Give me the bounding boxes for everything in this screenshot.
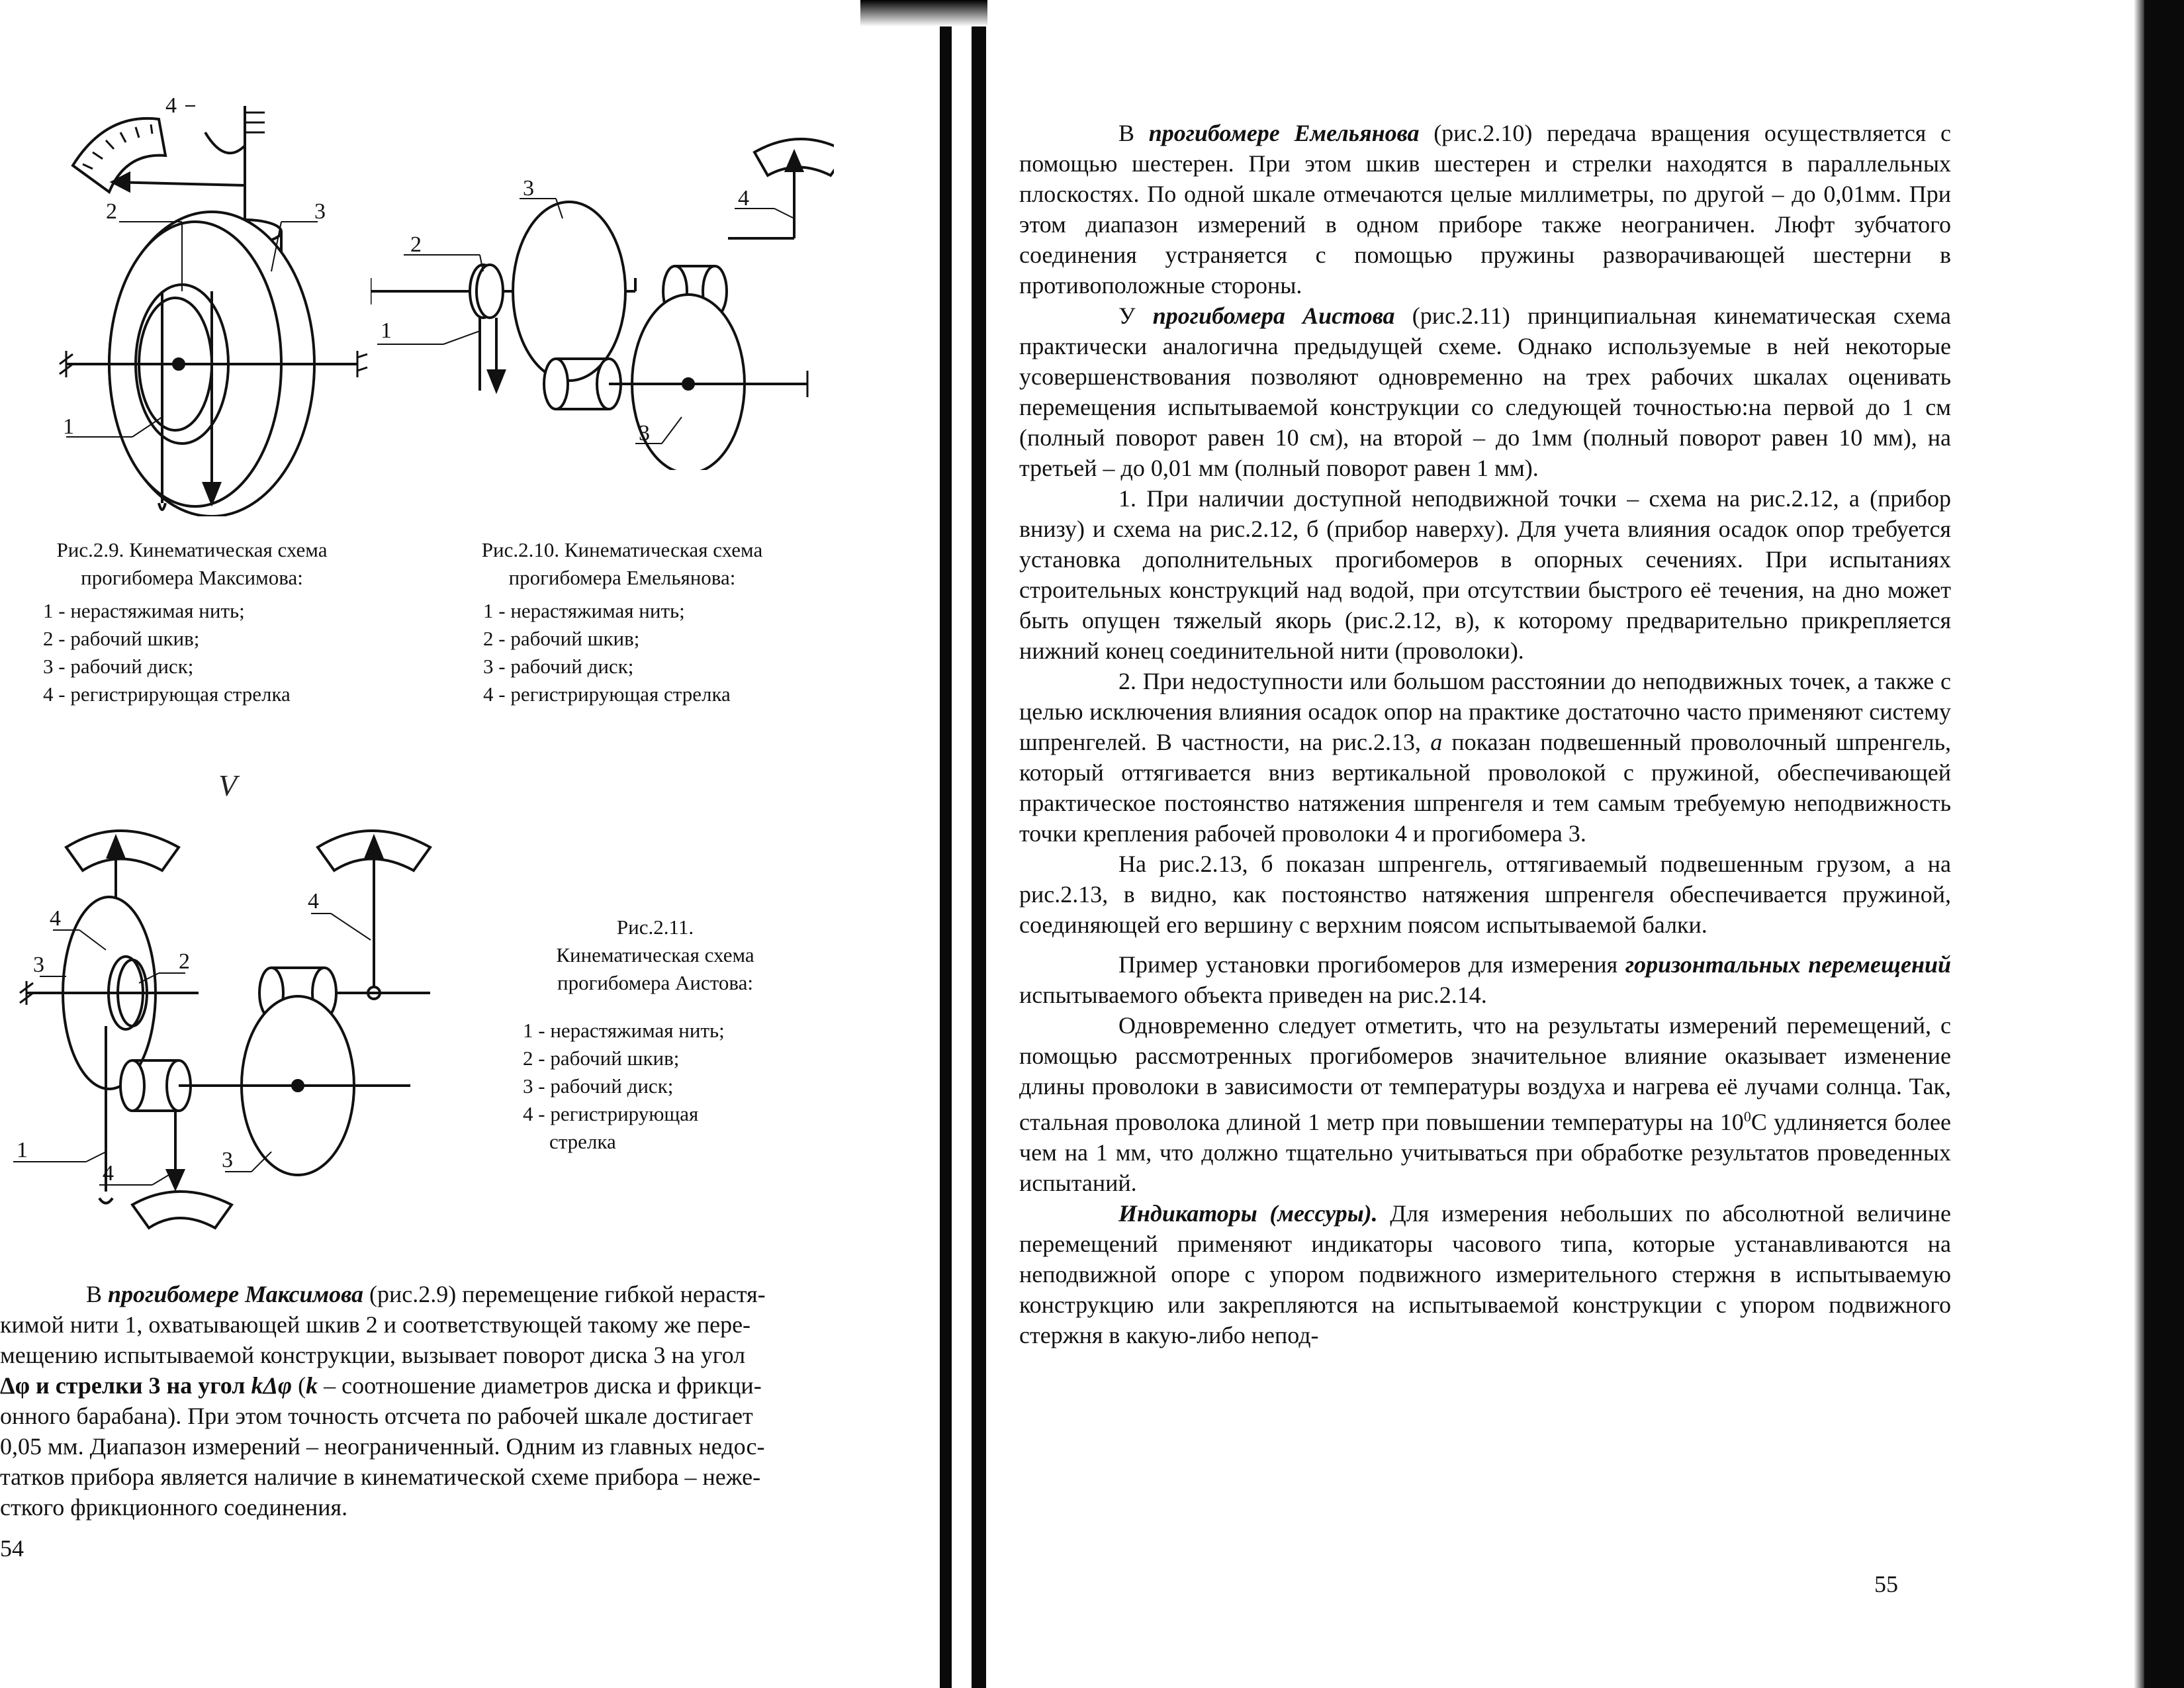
fig211-label-4-right: 4 bbox=[308, 889, 319, 914]
left-line-8: сткого фрикционного соединения. bbox=[0, 1494, 348, 1521]
figure-2-11-item-2: 2 - рабочий шкив; bbox=[523, 1047, 680, 1070]
fig210-label-1: 1 bbox=[381, 318, 392, 343]
fig210-label-4: 4 bbox=[738, 186, 749, 211]
figure-2-10-item-4: 4 - регистрирующая стрелка bbox=[483, 682, 731, 706]
figure-2-9-item-4: 4 - регистрирующая стрелка bbox=[43, 682, 291, 706]
left-line-1: В bbox=[86, 1281, 103, 1307]
left-line-4d: k bbox=[306, 1372, 318, 1399]
fig211-label-3-bottom: 3 bbox=[222, 1148, 233, 1172]
figure-2-11-item-4-cont: стрелка bbox=[549, 1130, 616, 1153]
left-line-4a: Δφ и стрелки 3 на угол bbox=[0, 1372, 251, 1399]
fig210-label-3-bottom: 3 bbox=[639, 421, 650, 445]
figure-2-10-caption bbox=[437, 536, 807, 708]
figure-2-11-title-2: Кинематическая схема bbox=[556, 943, 754, 966]
page-edge-shadow bbox=[2134, 0, 2144, 1688]
para-point-2 bbox=[1019, 666, 1951, 849]
figure-2-10-diagram bbox=[371, 126, 834, 470]
fig210-label-2: 2 bbox=[410, 232, 422, 257]
para-horizontal-a: Пример установки прогибомеров для измерения bbox=[1118, 951, 1625, 978]
para-emelyanov-a: В bbox=[1118, 120, 1149, 146]
left-line-6: 0,05 мм. Диапазон измерений – неограниченный. Одним из главных недос- bbox=[0, 1433, 765, 1460]
figure-2-9-item-2: 2 - рабочий шкив; bbox=[43, 627, 200, 650]
fig210-label-3-top: 3 bbox=[523, 176, 534, 201]
book-spine bbox=[940, 0, 987, 1688]
figure-2-11-title-3: прогибомера Аистова: bbox=[557, 971, 753, 994]
fig29-label-3: 3 bbox=[314, 199, 326, 224]
degree-sup: 0 bbox=[1743, 1108, 1751, 1125]
para-horizontal bbox=[1019, 949, 1951, 1010]
left-line-4b: kΔφ bbox=[251, 1372, 293, 1399]
figure-2-10-item-3: 3 - рабочий диск; bbox=[483, 655, 634, 678]
figure-2-9-diagram bbox=[46, 93, 390, 516]
para-aistov-a: У bbox=[1118, 303, 1153, 329]
left-line-4e: – соотношение диаметров диска и фрикци- bbox=[318, 1372, 762, 1399]
para-temperature-b: С удлиняется более чем на 1 мм, что должно тщательно учитываться при обработке результатов проведенных испытаний. bbox=[1019, 1109, 1951, 1196]
handwritten-check-mark: V bbox=[218, 769, 238, 802]
fig29-label-1: 1 bbox=[63, 414, 74, 439]
figure-2-11-caption bbox=[503, 914, 807, 1156]
figure-2-11-item-4: 4 - регистрирующая bbox=[523, 1102, 699, 1125]
left-term-maximov: прогибомере Максимова bbox=[108, 1281, 363, 1307]
term-aistov: прогибомера Аистова bbox=[1152, 303, 1395, 329]
left-line-1-rest: (рис.2.9) перемещение гибкой нерастя- bbox=[363, 1281, 766, 1307]
para-point-2-a: 2. При недоступности или большом расстоянии до неподвижных точек, а также с целью исключения влияния осадок опор на практике достаточно часто применяют систему шпренгелей. В частности, на рис.2.13, bbox=[1019, 668, 1951, 755]
para-aistov-c: (рис.2.11) принципиальная кинематическая схема практически аналогична предыдущей схеме. Однако используемые в ней некоторые усовершенствования позволяют одновременно на трех рабочих шкалах оценивать перемещения испытываемой конструкции со следующей точностью: bbox=[1019, 303, 1951, 420]
left-line-3: мещению испытываемой конструкции, вызывает поворот диска 3 на угол bbox=[0, 1342, 746, 1368]
figure-2-11-diagram bbox=[0, 808, 477, 1231]
term-indicators: Индикаторы (мессуры). bbox=[1118, 1200, 1378, 1227]
right-page bbox=[987, 0, 2184, 1688]
para-aistov bbox=[1019, 301, 1951, 483]
fig29-label-2: 2 bbox=[106, 199, 117, 224]
fig211-label-3-left: 3 bbox=[33, 953, 44, 977]
fig211-label-4-top: 4 bbox=[50, 906, 61, 931]
figure-2-11-title-1: Рис.2.11. bbox=[616, 915, 694, 939]
para-indicators bbox=[1019, 1198, 1951, 1350]
left-page bbox=[0, 0, 940, 1688]
figure-2-10-item-2: 2 - рабочий шкив; bbox=[483, 627, 640, 650]
right-body-text bbox=[1019, 118, 1951, 1350]
right-page-number: 55 bbox=[1874, 1571, 1898, 1597]
left-line-7: татков прибора является наличие в кинематической схеме прибора – неже- bbox=[0, 1464, 761, 1490]
figure-2-9-title: Рис.2.9. Кинематическая схема прогибомера Максимова: bbox=[56, 538, 328, 589]
para-fig-213b: На рис.2.13, б показан шпренгель, оттягиваемый подвешенным грузом, а на рис.2.13, в видно, как постоянство натяжения шпренгеля обеспечивается пружиной, соединяющей его вершину с верхним поясом испытываемой балки. bbox=[1019, 851, 1951, 938]
term-horizontal: горизонтальных перемещений bbox=[1625, 951, 1951, 978]
left-line-4 bbox=[0, 1370, 890, 1401]
para-temperature-a: Одновременно следует отметить, что на результаты измерений перемещений, с помощью рассмотренных прогибомеров значительное влияние оказывает изменение длины проволоки в зависимости от температуры воздуха и нагрева её лучами солнца. Так, стальная проволока длиной 1 метр при повышении температуры на 10 bbox=[1019, 1012, 1951, 1135]
para-point-1: 1. При наличии доступной неподвижной точки – схема на рис.2.12, а (прибор внизу) и схема на рис.2.12, б (прибор наверху). Для учета влияния осадок опор требуется установка дополнительных прогибомеров в опорных сечениях. При испытаниях строительных конструкций над водой, при отсутствии быстрого её течения, на дно может быть опущен тяжелый якорь (рис.2.12, в), к которому предварительно прикрепляется нижний конец соединительной нити (проволоки). bbox=[1019, 485, 1951, 664]
left-line-5: онного барабана). При этом точность отсчета по рабочей шкале достигает bbox=[0, 1403, 753, 1429]
left-line-4c: ( bbox=[292, 1372, 306, 1399]
fig211-label-4-bottom: 4 bbox=[103, 1161, 114, 1186]
figure-2-9-caption bbox=[7, 536, 377, 708]
para-horizontal-c: испытываемого объекта приведен на рис.2.14. bbox=[1019, 982, 1487, 1008]
term-emelyanov: прогибомере Емельянова bbox=[1148, 120, 1420, 146]
left-line-2: кимой нити 1, охватывающей шкив 2 и соответствующей такому же пере- bbox=[0, 1311, 751, 1338]
fig211-label-2: 2 bbox=[179, 949, 190, 974]
para-indicators-b: Для измерения небольших по абсолютной величине перемещений применяют индикаторы часового типа, которые устанавливаются на неподвижной опоре с упором подвижного измерительного стержня в испытываемую конструкцию или закрепляются на испытываемой конструкции с упором подвижного стержня в какую-либо непод- bbox=[1019, 1200, 1951, 1348]
left-body-text bbox=[0, 1279, 890, 1523]
figure-2-9-item-3: 3 - рабочий диск; bbox=[43, 655, 194, 678]
fig211-label-1: 1 bbox=[17, 1138, 28, 1162]
figure-2-11-item-1: 1 - нерастяжимая нить; bbox=[523, 1019, 725, 1042]
scan-border-right bbox=[2144, 0, 2184, 1688]
fig29-label-4: 4 bbox=[165, 93, 177, 118]
para-emelyanov bbox=[1019, 118, 1951, 301]
para-point-2-c: показан подвешенный проволочный шпренгель, который оттягивается вниз вертикальной проволокой с пружиной, обеспечивающей практическое постоянство натяжения шпренгеля и тем самым требуемую неподвижность точки крепления рабочей проволоки 4 и прогибомера 3. bbox=[1019, 729, 1951, 847]
figure-2-11-item-3: 3 - рабочий диск; bbox=[523, 1074, 674, 1098]
para-point-2-b: а bbox=[1430, 729, 1443, 755]
figure-2-10-title: Рис.2.10. Кинематическая схема прогибомера Емельянова: bbox=[481, 538, 763, 589]
para-emelyanov-c: (рис.2.10) передача вращения осуществляется с помощью шестерен. При этом шкив шестерен и стрелки находятся в параллельных плоскостях. По одной шкале отмечаются целые миллиметры, по другой – до 0,01мм. При этом диапазон измерений в одном приборе также неограничен. Люфт зубчатого соединения устраняется с помощью пружины разворачивающей шестерни в противоположные стороны. bbox=[1019, 120, 1952, 299]
left-page-number: 54 bbox=[0, 1535, 24, 1562]
para-temperature bbox=[1019, 1010, 1951, 1198]
para-aistov-d: на первой до 1 см (полный поворот равен 10 см), на второй – до 1мм (полный поворот равен 10 мм), на третьей – до 0,01 мм (полный поворот равен 1 мм). bbox=[1019, 394, 1951, 481]
figure-2-10-item-1: 1 - нерастяжимая нить; bbox=[483, 599, 685, 622]
figure-2-9-item-1: 1 - нерастяжимая нить; bbox=[43, 599, 245, 622]
